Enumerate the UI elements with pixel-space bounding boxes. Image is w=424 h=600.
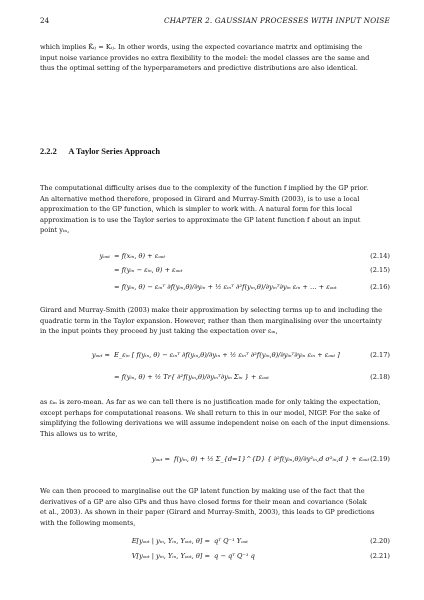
text-line: in the input points they proceed by just taking the expectation over εᵢₙ,	[40, 327, 278, 336]
chapter-title: CHAPTER 2. GAUSSIAN PROCESSES WITH INPUT NOISE	[164, 16, 390, 25]
text-line: simplifying the following derivations we will assume independent noise on each of the input dimensions.	[40, 419, 390, 428]
equation-rhs: qᵀ Q⁻¹ Yₒᵤₜ	[214, 537, 248, 545]
equation-number: (2.19)	[370, 455, 390, 463]
equation-rhs: = f(yᵢₙ, θ) + ½ Tr{ ∂²f(yᵢₙ,θ)/∂yᵢₙᵀ∂yᵢₙ Σᵢₙ } + εₒᵤₜ	[114, 373, 269, 381]
text-line: input noise variance provides no extra flexibility to the model: the model classes are the same and	[40, 53, 370, 62]
page-number: 24	[40, 16, 50, 25]
paragraph-1	[40, 183, 390, 236]
equation-rhs: = f(yᵢₙ − εᵢₙ, θ) + εₒᵤₜ	[114, 266, 183, 274]
text-line: except perhaps for computational reasons. We shall return to this in our model, NIGP. For the sake of	[40, 408, 380, 417]
paragraph-4	[40, 486, 390, 528]
equation-2-21	[40, 552, 390, 566]
text-line: as εᵢₙ is zero-mean. As far as we can tell there is no justification made for only taking the expectation,	[40, 398, 381, 406]
text-line: Girard and Murray-Smith (2003) make their approximation by selecting terms up to and including the	[40, 306, 383, 314]
text-line: derivatives of a GP are also GPs and thus have closed forms for their mean and covariance (Solak	[40, 497, 367, 506]
equation-2-18	[40, 373, 390, 387]
equation-rhs: q − qᵀ Q⁻¹ q	[214, 552, 255, 560]
equation-lhs: yₒᵤₜ =	[151, 455, 170, 463]
text-line: The computational difficulty arises due to the complexity of the function f implied by the GP prior.	[40, 184, 369, 192]
equation-rhs: = f(xᵢₙ, θ) + εₒᵤₜ	[114, 252, 166, 260]
equation-lhs: E[yₒᵤₜ | yᵢₙ, Yᵢₙ, Yₒᵤₜ, θ] =	[131, 537, 210, 545]
equation-number: (2.17)	[370, 351, 390, 359]
equation-rhs: = f(yᵢₙ, θ) − εᵢₙᵀ ∂f(yᵢₙ,θ)/∂yᵢₙ + ½ εᵢₙᵀ ∂²f(yᵢₙ,θ)/∂yᵢₙᵀ∂yᵢₙ εᵢₙ + … + εₒᵤₜ	[114, 283, 337, 291]
equation-number: (2.15)	[370, 266, 390, 274]
equation-number: (2.20)	[370, 537, 390, 545]
equation-lhs: V[yₒᵤₜ | yᵢₙ, Yᵢₙ, Yₒᵤₜ, θ] =	[131, 552, 210, 560]
text-line: which implies K̂ᵢⱼ = Kᵢⱼ. In other words, using the expected covariance matrix and optimising the	[40, 43, 363, 51]
equation-2-20	[40, 537, 390, 551]
paragraph-2	[40, 305, 390, 337]
paragraph-3	[40, 397, 390, 439]
text-line: quadratic term in the Taylor expansion. However, rather than then marginalising over the uncertainty	[40, 316, 382, 325]
equation-number: (2.18)	[370, 373, 390, 381]
equation-number: (2.16)	[370, 283, 390, 291]
text-line: We can then proceed to marginalise out the GP latent function by making use of the fact that the	[40, 487, 365, 495]
equation-2-17	[40, 351, 390, 365]
section-number: 2.2.2	[40, 147, 57, 156]
text-line: approximation is to use the Taylor series to approximate the GP latent function f about an input	[40, 215, 361, 224]
text-line: thus the optimal setting of the hyperparameters and predictive distributions are also identical.	[40, 64, 358, 73]
equation-2-15	[40, 266, 390, 280]
equation-2-14	[40, 252, 390, 266]
equation-rhs: E_εᵢₙ [ f(yᵢₙ, θ) − εᵢₙᵀ ∂f(yᵢₙ,θ)/∂yᵢₙ + ½ εᵢₙᵀ ∂²f(yᵢₙ,θ)/∂yᵢₙᵀ∂yᵢₙ εᵢₙ + εₒᵤₜ ]	[114, 351, 340, 359]
equation-2-16	[40, 283, 390, 297]
equation-2-19	[40, 455, 390, 469]
text-line: An alternative method therefore, proposed in Girard and Murray-Smith (2003), is to use a local	[40, 194, 360, 203]
equation-number: (2.14)	[370, 252, 390, 260]
section-heading	[40, 147, 160, 156]
equation-rhs: f(yᵢₙ, θ) + ½ Σ_{d=1}^{D} { ∂²f(yᵢₙ,θ)/∂y²ᵢₙ,d σ²ᵢₙ,d } + εₒᵤₜ	[174, 455, 370, 463]
text-line: approximation to the GP function, which is simpler to work with. A natural form for this local	[40, 205, 353, 214]
intro-paragraph	[40, 42, 390, 74]
text-line: et al., 2003). As shown in their paper (Girard and Murray-Smith, 2003), this leads to GP predictions	[40, 508, 375, 517]
text-line: This allows us to write,	[40, 429, 118, 438]
equation-lhs: yₒᵤₜ	[99, 252, 110, 260]
equation-number: (2.21)	[370, 552, 390, 560]
text-line: with the following moments,	[40, 518, 136, 527]
running-header	[40, 16, 390, 28]
text-line: point yᵢₙ,	[40, 226, 70, 235]
equation-lhs: yₒᵤₜ ≈	[91, 351, 110, 359]
section-title: A Taylor Series Approach	[68, 147, 160, 156]
